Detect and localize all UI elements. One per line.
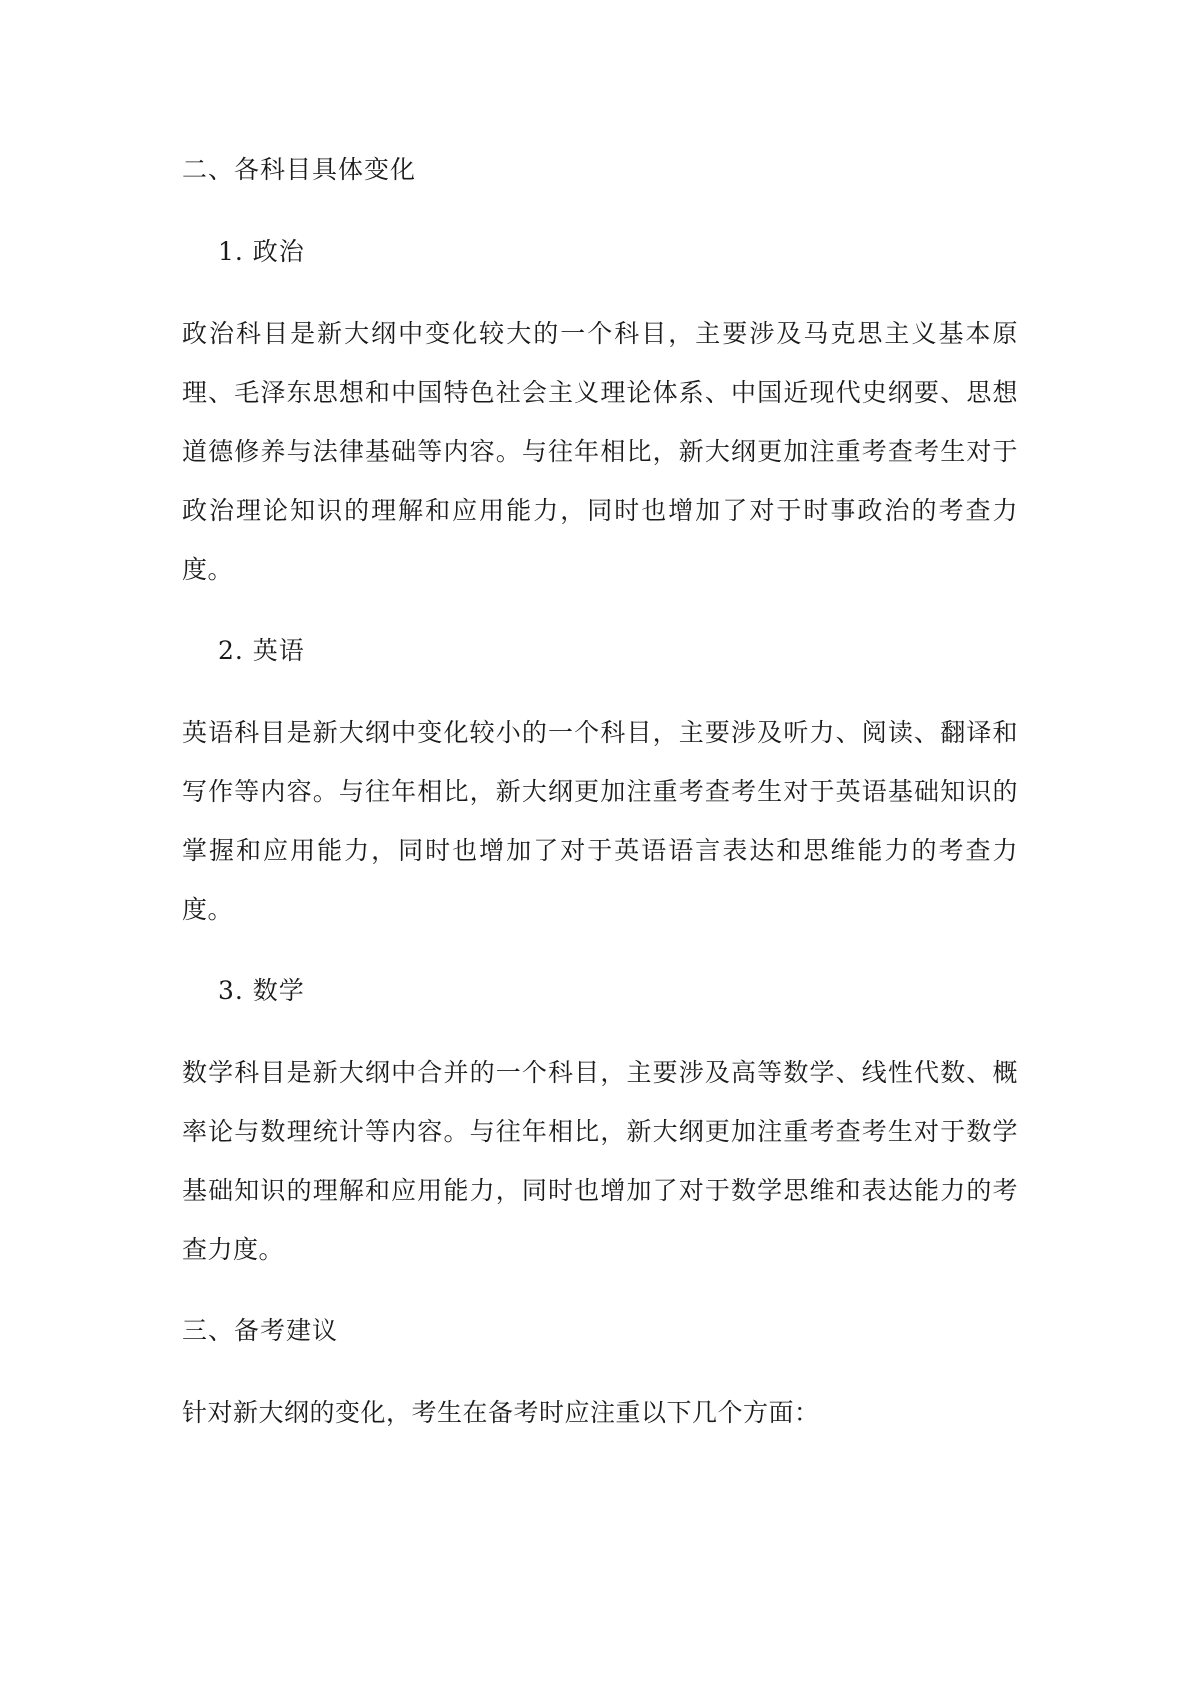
paragraph-advice-intro: 针对新大纲的变化，考生在备考时应注重以下几个方面： [182,1398,820,1427]
paragraph-math: 数学科目是新大纲中合并的一个科目，主要涉及高等数学、线性代数、概率论与数理统计等内容。与往年相比，新大纲更加注重考查考生对于数学基础知识的理解和应用能力，同时也增加了对于数学思维和表达能力的考查力度。 [182,1058,1018,1264]
paragraph-english: 英语科目是新大纲中变化较小的一个科目，主要涉及听力、阅读、翻译和写作等内容。与往年相比，新大纲更加注重考查考生对于英语基础知识的掌握和应用能力，同时也增加了对于英语语言表达和思维能力的考查力度。 [182,718,1018,924]
section-heading-exam-advice: 三、备考建议 [182,1316,339,1345]
subsection-heading-politics: 1. 政治 [218,237,305,266]
section-heading-subject-changes: 二、各科目具体变化 [182,155,417,184]
subsection-heading-math: 3. 数学 [218,976,305,1005]
paragraph-politics: 政治科目是新大纲中变化较大的一个科目，主要涉及马克思主义基本原理、毛泽东思想和中国特色社会主义理论体系、中国近现代史纲要、思想道德修养与法律基础等内容。与往年相比，新大纲更加注重考查考生对于政治理论知识的理解和应用能力，同时也增加了对于时事政治的考查力度。 [182,319,1018,584]
document-body [182,140,1018,1464]
subsection-heading-english: 2. 英语 [218,636,305,665]
